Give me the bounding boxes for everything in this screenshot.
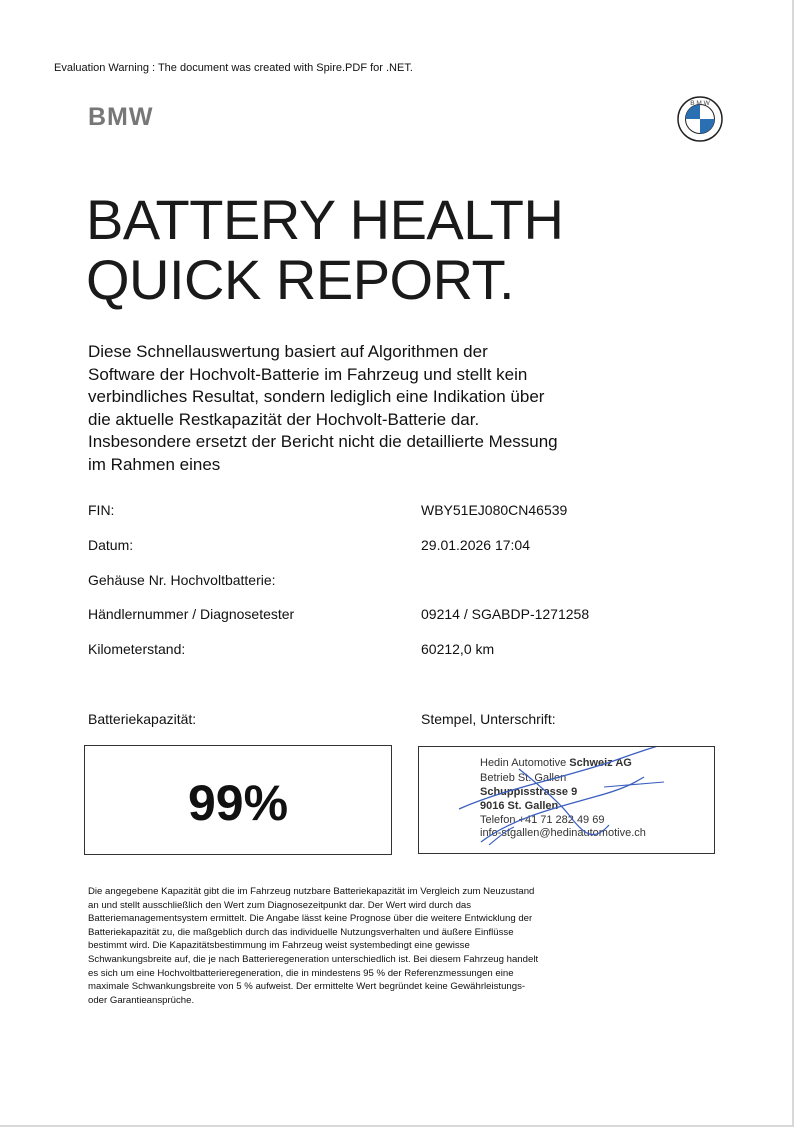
battery-housing-label: Gehäuse Nr. Hochvoltbatterie: bbox=[88, 572, 276, 588]
dealer-number-label: Händlernummer / Diagnosetester bbox=[88, 606, 295, 622]
evaluation-warning: Evaluation Warning : The document was created with Spire.PDF for .NET. bbox=[54, 62, 413, 74]
date-value: 29.01.2026 17:04 bbox=[421, 537, 530, 553]
bmw-wordmark: BMW bbox=[88, 103, 154, 131]
capacity-value: 99% bbox=[187, 775, 289, 831]
disclaimer-container bbox=[88, 885, 546, 1007]
mileage-value: 60212,0 km bbox=[421, 641, 495, 657]
mileage-label: Kilometerstand: bbox=[88, 641, 186, 657]
capacity-box bbox=[84, 745, 392, 855]
intro-container bbox=[88, 341, 558, 475]
dealer-stamp bbox=[418, 746, 715, 854]
logo-lettering: B M W bbox=[690, 99, 710, 107]
stamp-label: Stempel, Unterschrift: bbox=[421, 711, 556, 727]
title-line-1: BATTERY HEALTH bbox=[86, 188, 564, 251]
report-title bbox=[86, 190, 563, 310]
fin-value: WBY51EJ080CN46539 bbox=[421, 502, 568, 518]
stamp-company-prefix: Hedin Automotive bbox=[480, 757, 567, 769]
handwritten-signature bbox=[419, 747, 714, 853]
stamp-company-suffix: Schweiz AG bbox=[569, 757, 632, 769]
title-line-2: QUICK REPORT. bbox=[86, 248, 515, 311]
capacity-label: Batteriekapazität: bbox=[88, 711, 197, 727]
date-label: Datum: bbox=[88, 537, 134, 553]
intro-paragraph: Diese Schnellauswertung basiert auf Algorithmen der Software der Hochvolt-Batterie im Fahrzeug und stellt kein verbindliches Resultat, sondern lediglich eine Indikation über die aktuelle Restkapazität der Hochvolt-Batterie dar. Insbesondere ersetzt der Bericht nicht die detaillierte Messung im Rahmen eines bbox=[88, 342, 558, 474]
bmw-roundel-logo bbox=[677, 96, 723, 142]
stamp-phone: Telefon +41 71 282 49 69 bbox=[480, 814, 605, 826]
stamp-branch: Betrieb St. Gallen bbox=[480, 772, 567, 784]
stamp-email: info-stgallen@hedinautomotive.ch bbox=[480, 827, 646, 839]
stamp-city: 9016 St. Gallen bbox=[480, 800, 559, 812]
stamp-street: Schuppisstrasse 9 bbox=[480, 786, 578, 798]
disclaimer-text: Die angegebene Kapazität gibt die im Fahrzeug nutzbare Batteriekapazität im Vergleich zum Neuzustand an und stellt ausschließlich den Wert zum Diagnosezeitpunkt dar. Der Wert wird durch das Batteriemanagementsystem ermittelt. Die Angabe lässt keine Prognose über die weitere Entwicklung der Batteriekapazität zu, die maßgeblich durch das individuelle Nutzungsverhalten und äußere Einflüsse bestimmt wird. Die Kapazitätsbestimmung im Fahrzeug weist systembedingt eine gewisse Schwankungsbreite auf, die je nach Batterieregeneration unterschiedlich ist. Bei diesem Fahrzeug handelt es sich um eine Hochvoltbatterieregeneration, die in mindestens 95 % der Referenzmessungen eine maximale Schwankungsbreite von 5 % aufweist. Der ermittelte Wert begründet keine Gewährleistungs- oder Garantieansprüche. bbox=[88, 886, 539, 1006]
dealer-number-value: 09214 / SGABDP-1271258 bbox=[421, 606, 590, 622]
fin-label: FIN: bbox=[88, 502, 115, 518]
